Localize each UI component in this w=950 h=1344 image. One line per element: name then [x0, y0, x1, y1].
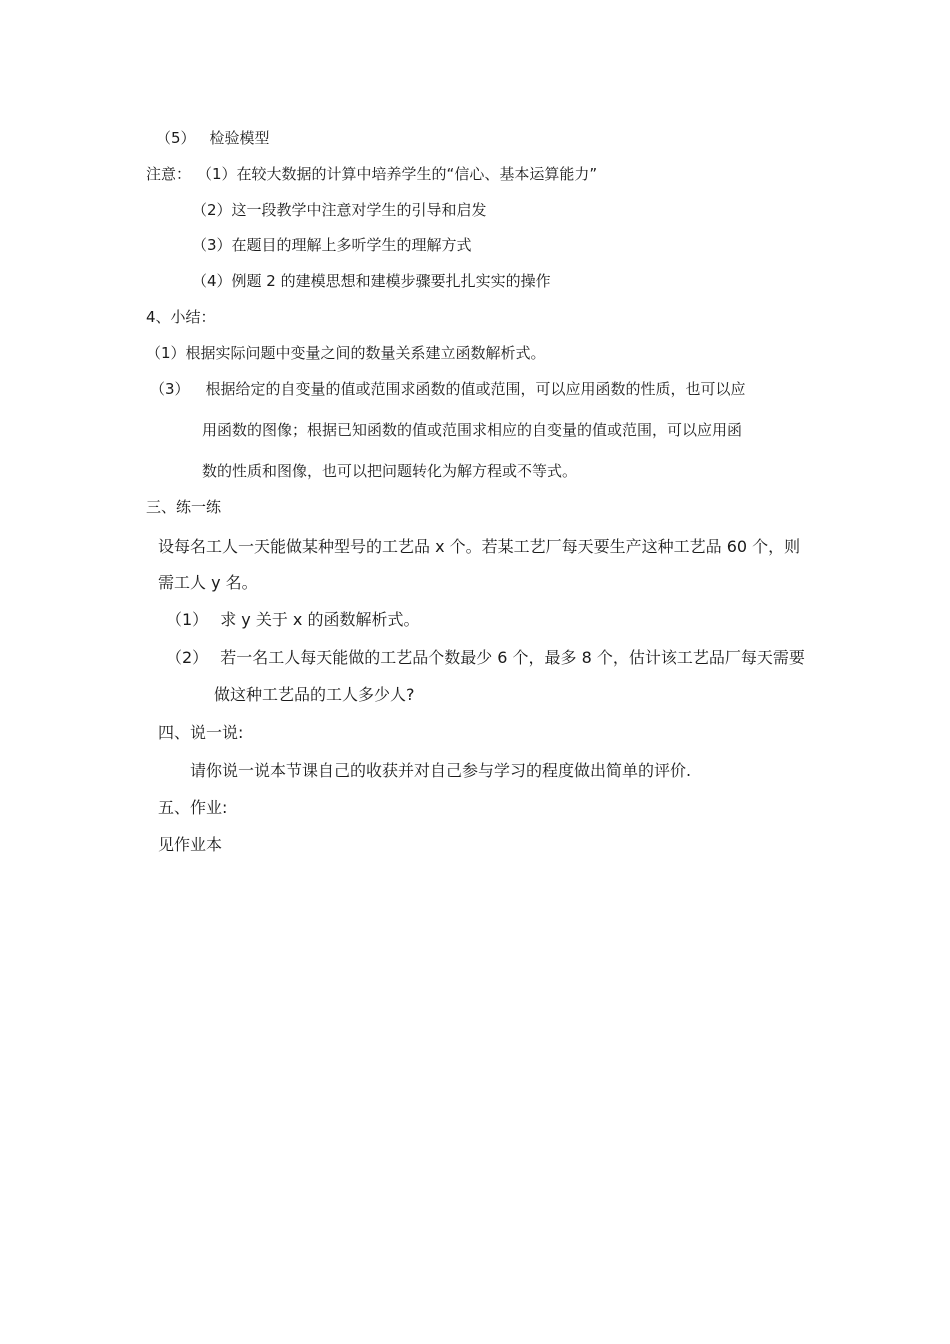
practice-question-2-number: （2） [166, 648, 209, 667]
summary-item-3-text: 根据给定的自变量的值或范围求函数的值或范围，可以应用函数的性质，也可以应 [205, 380, 746, 398]
step-5-line [156, 128, 270, 148]
note-item-1: （1）在较大数据的计算中培养学生的“信心、基本运算能力” [197, 165, 598, 183]
practice-question-1-text: 求 y 关于 x 的函数解析式。 [220, 610, 420, 629]
note-item-2: （2）这一段教学中注意对学生的引导和启发 [192, 201, 487, 219]
note-label: 注意： [146, 165, 192, 183]
practice-question-2-text: 若一名工人每天能做的工艺品个数最少 6 个，最多 8 个，估计该工艺品厂每天需要 [220, 648, 805, 667]
practice-heading: 三、练一练 [146, 498, 222, 516]
practice-question-1 [166, 609, 419, 631]
practice-problem-line-1: 设每名工人一天能做某种型号的工艺品 x 个。若某工艺厂每天要生产这种工艺品 60 个，则 [158, 537, 801, 556]
homework-text: 见作业本 [158, 835, 223, 854]
note-item-4: （4）例题 2 的建模思想和建模步骤要扎扎实实的操作 [192, 272, 551, 290]
step-5-number: （5） [156, 129, 196, 147]
summary-item-1: （1）根据实际问题中变量之间的数量关系建立函数解析式。 [146, 344, 546, 362]
practice-problem-line-2: 需工人 y 名。 [158, 573, 258, 592]
summary-heading: 4、小结： [146, 308, 216, 326]
discussion-prompt: 请你说一说本节课自己的收获并对自己参与学习的程度做出简单的评价. [190, 761, 692, 780]
step-5-text: 检验模型 [209, 129, 270, 147]
summary-item-3-number: （3） [150, 380, 190, 398]
practice-question-2 [166, 647, 805, 669]
summary-item-3-cont-2: 数的性质和图像，也可以把问题转化为解方程或不等式。 [202, 462, 578, 480]
summary-item-3-cont-1: 用函数的图像；根据已知函数的值或范围求相应的自变量的值或范围，可以应用函 [202, 421, 743, 439]
summary-item-3 [150, 379, 746, 399]
note-line-1 [146, 164, 597, 184]
practice-question-2-cont: 做这种工艺品的工人多少人? [214, 685, 415, 704]
practice-question-1-number: （1） [166, 610, 209, 629]
homework-heading: 五、作业: [158, 798, 228, 817]
discussion-heading: 四、说一说: [158, 723, 244, 742]
note-item-3: （3）在题目的理解上多听学生的理解方式 [192, 236, 472, 254]
